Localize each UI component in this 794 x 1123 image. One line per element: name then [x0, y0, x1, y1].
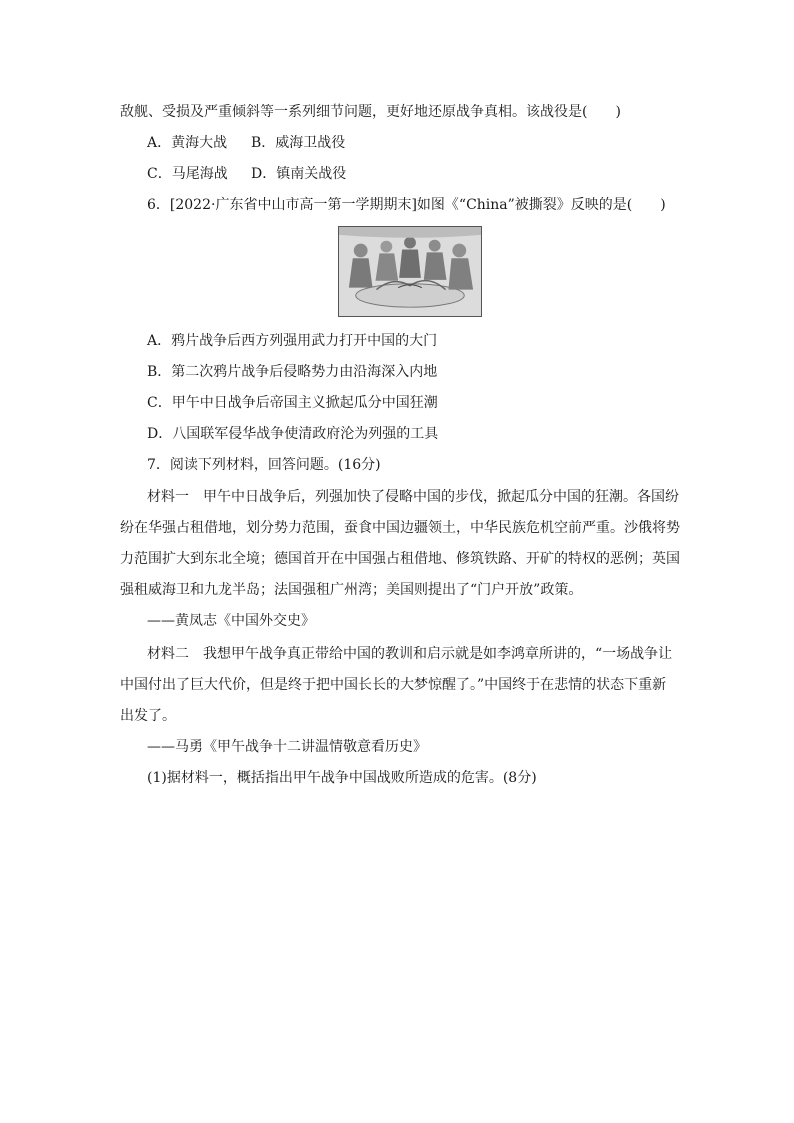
q5-option-b: B．威海卫战役: [251, 135, 346, 151]
q7-stem: 7．阅读下列材料，回答问题。(16分): [147, 457, 381, 473]
q5-stem-tail: 敌舰、受损及严重倾斜等一系列细节问题，更好地还原战争真相。该战役是( ): [120, 104, 621, 120]
q6-option-c: C．甲午中日战争后帝国主义掀起瓜分中国狂潮: [147, 395, 438, 411]
q6-option-a: A．鸦片战争后西方列强用武力打开中国的大门: [147, 333, 438, 349]
q7-sub1: (1)据材料一，概括指出甲午战争中国战败所造成的危害。(8分): [147, 770, 537, 786]
q6-option-b: B．第二次鸦片战争后侵略势力由沿海深入内地: [147, 364, 438, 380]
political-cartoon-image: [338, 226, 482, 317]
q7-material2-line2: 中国付出了巨大代价，但是终于把中国长长的大梦惊醒了。”中国终于在悲情的状态下重新: [120, 677, 667, 693]
q6-stem: 6．[2022·广东省中山市高一第一学期期末]如图《“China”被撕裂》反映的是( ): [147, 197, 666, 213]
q5-options-row1: [147, 132, 707, 154]
q7-material2-line1: 材料二 我想甲午战争真正带给中国的教训和启示就是如李鸿章所讲的，“一场战争让: [147, 646, 673, 662]
q5-option-a: A．黄海大战: [147, 135, 228, 151]
q7-material1-line4: 强租威海卫和九龙半岛；法国强租广州湾；美国则提出了“门户开放”政策。: [120, 582, 583, 598]
q7-material1-line3: 力范围扩大到东北全境；德国首开在中国强占租借地、修筑铁路、开矿的特权的恶例；英国: [120, 551, 680, 567]
q5-option-c: C．马尾海战: [147, 166, 228, 182]
q6-option-d: D．八国联军侵华战争使清政府沦为列强的工具: [147, 426, 439, 442]
q7-material2-source: ——马勇《甲午战争十二讲温情敬意看历史》: [147, 739, 427, 755]
q7-material2-line3: 出发了。: [120, 708, 176, 724]
q5-options-row2: [147, 163, 707, 185]
q7-material1-line1: 材料一 甲午中日战争后，列强加快了侵略中国的步伐，掀起瓜分中国的狂潮。各国纷: [147, 489, 679, 505]
q7-material1-source: ——黄凤志《中国外交史》: [147, 613, 315, 629]
q5-option-d: D．镇南关战役: [251, 166, 347, 182]
q7-material1-line2: 纷在华强占租借地，划分势力范围，蚕食中国边疆领土，中华民族危机空前严重。沙俄将势: [120, 520, 680, 536]
